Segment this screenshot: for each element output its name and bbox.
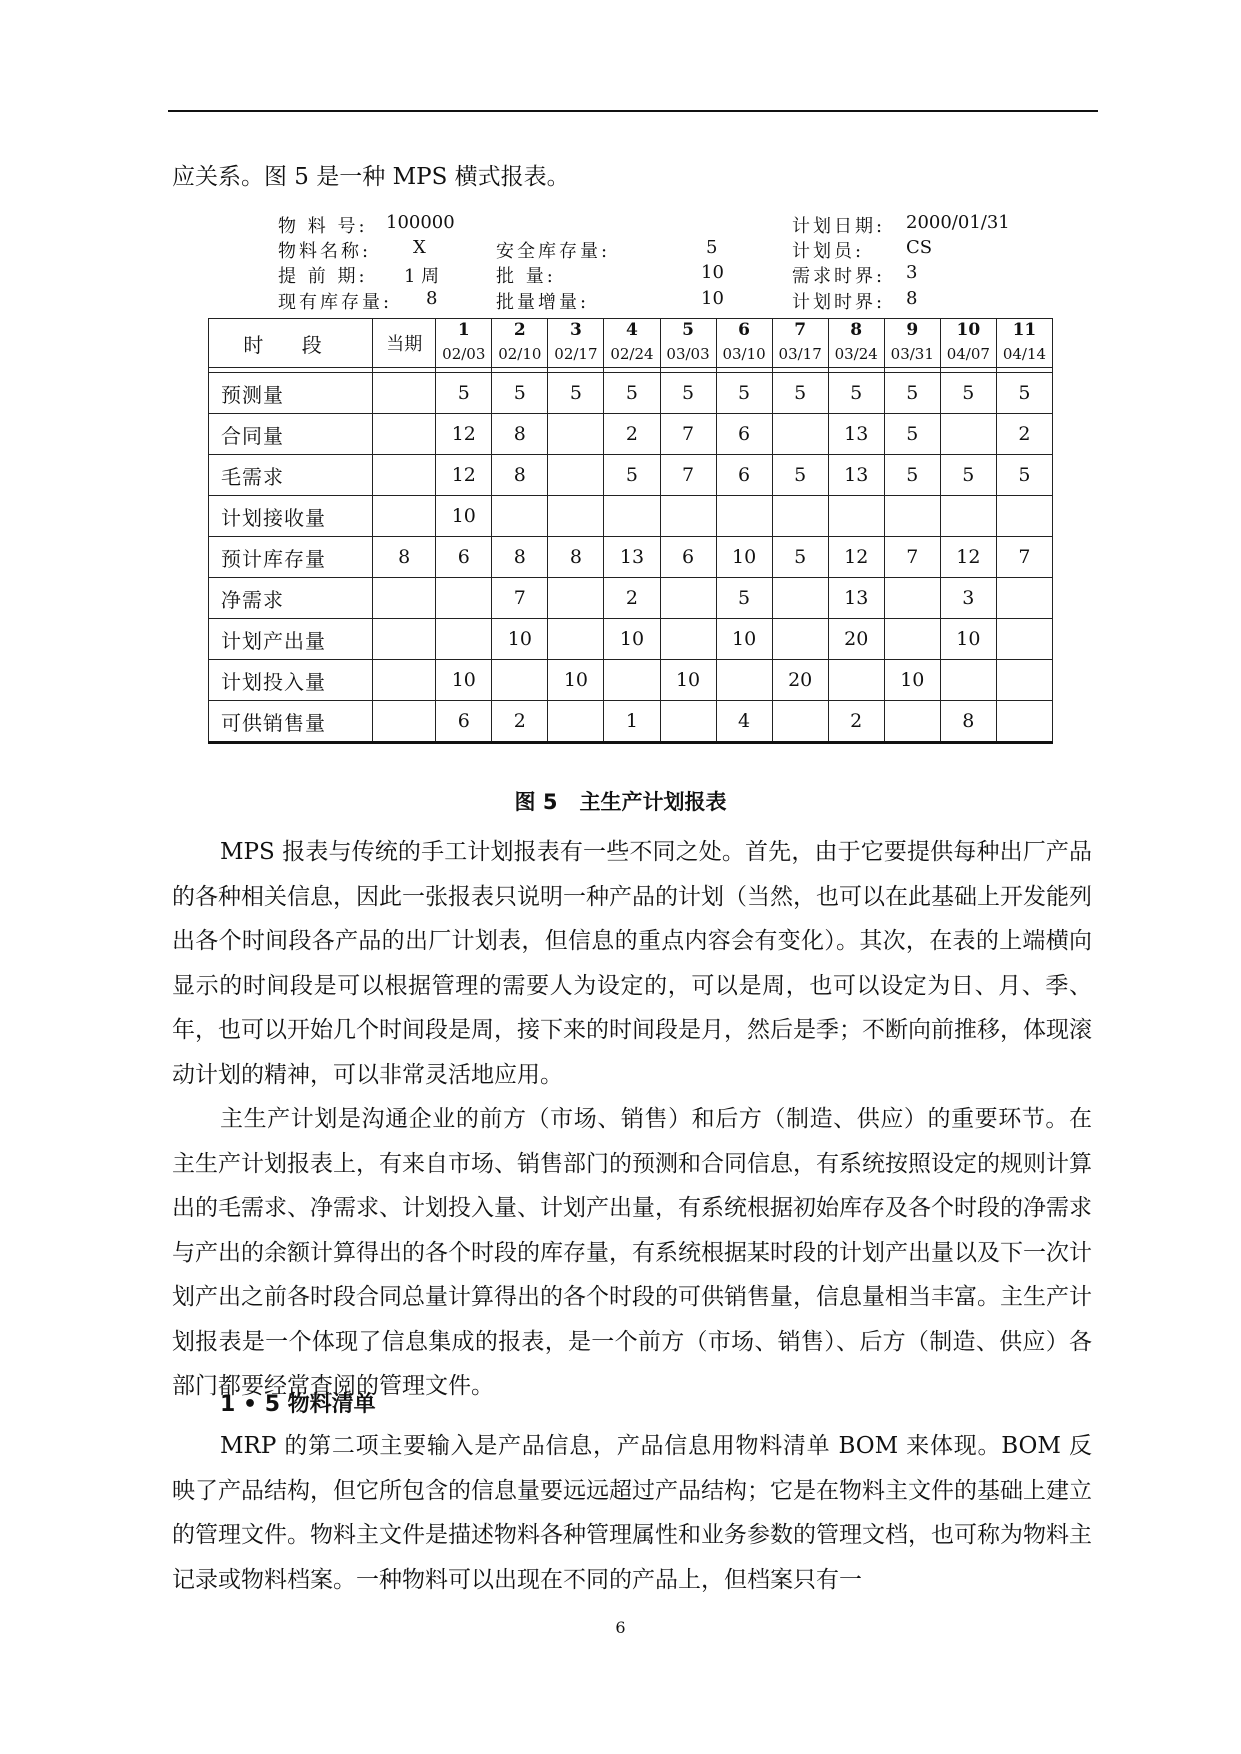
value-cell: 5 — [772, 537, 828, 578]
row-label: 计划产出量 — [209, 619, 373, 660]
value-cell: 5 — [772, 455, 828, 496]
row-label: 预计库存量 — [209, 537, 373, 578]
value-cell: 2 — [604, 578, 660, 619]
value-cell: 5 — [716, 373, 772, 414]
value-cell: 6 — [716, 414, 772, 455]
value-cell: 8 — [492, 414, 548, 455]
value-cell: 2 — [996, 414, 1052, 455]
value-cell — [828, 496, 884, 537]
date-cell: 03/17 — [772, 341, 828, 368]
value-cell — [660, 496, 716, 537]
meta-lot-size — [496, 262, 724, 288]
figure-caption — [0, 786, 1241, 816]
period-cell: 1 — [436, 319, 492, 342]
value-cell: 12 — [940, 537, 996, 578]
value-cell: 10 — [940, 619, 996, 660]
value-cell — [996, 660, 1052, 701]
meta-planning-fence — [792, 288, 918, 314]
value-cell: 5 — [940, 373, 996, 414]
row-label: 预测量 — [209, 373, 373, 414]
value-cell: 10 — [716, 537, 772, 578]
table-row — [209, 373, 1053, 414]
value-cell: 7 — [660, 414, 716, 455]
meta-label: 计划时界: — [792, 292, 886, 313]
value-cell — [548, 496, 604, 537]
row-label: 计划投入量 — [209, 660, 373, 701]
period-cell: 11 — [996, 319, 1052, 342]
value-cell: 10 — [884, 660, 940, 701]
meta-value: X — [413, 237, 426, 258]
body-text — [172, 830, 1092, 1409]
value-cell — [436, 578, 492, 619]
table-row — [209, 537, 1053, 578]
table-row — [209, 660, 1053, 701]
value-cell: 5 — [548, 373, 604, 414]
period-cell: 3 — [548, 319, 604, 342]
value-cell — [996, 619, 1052, 660]
period-cell: 5 — [660, 319, 716, 342]
value-cell: 5 — [436, 373, 492, 414]
period-cell: 9 — [884, 319, 940, 342]
value-cell: 8 — [492, 455, 548, 496]
value-cell: 10 — [548, 660, 604, 701]
value-cell — [940, 496, 996, 537]
meta-item-name — [278, 237, 426, 263]
value-cell — [548, 619, 604, 660]
table-row — [209, 578, 1053, 619]
value-cell — [940, 414, 996, 455]
value-cell — [772, 578, 828, 619]
meta-label: 物 料 号: — [278, 216, 368, 237]
meta-lot-increment — [496, 288, 724, 314]
value-cell — [716, 496, 772, 537]
current-period-header: 当期 — [373, 319, 436, 368]
date-cell: 02/03 — [436, 341, 492, 368]
value-cell: 20 — [828, 619, 884, 660]
paragraph: MPS 报表与传统的手工计划报表有一些不同之处。首先，由于它要提供每种出厂产品的各种相关信息，因此一张报表只说明一种产品的计划（当然，也可以在此基础上开发能列出各个时间段各产品的出厂计划表，但信息的重点内容会有变化）。其次，在表的上端横向显示的时间段是可以根据管理的需要人为设定的，可以是周，也可以设定为日、月、季、年，也可以开始几个时间段是周，接下来的时间段是月，然后是季；不断向前推移，体现滚动计划的精神，可以非常灵活地应用。 — [172, 839, 1092, 1088]
value-cell: 5 — [716, 578, 772, 619]
value-cell — [548, 701, 604, 743]
value-cell — [772, 496, 828, 537]
value-cell — [548, 414, 604, 455]
table-row — [209, 619, 1053, 660]
value-cell — [772, 619, 828, 660]
value-cell — [996, 578, 1052, 619]
value-cell: 8 — [492, 537, 548, 578]
value-cell: 12 — [436, 414, 492, 455]
value-cell: 13 — [828, 578, 884, 619]
value-cell: 5 — [772, 373, 828, 414]
period-cell: 2 — [492, 319, 548, 342]
date-cell: 03/10 — [716, 341, 772, 368]
figure-title: 主生产计划报表 — [579, 790, 727, 814]
value-cell: 7 — [884, 537, 940, 578]
table-row — [209, 455, 1053, 496]
figure-number: 图 5 — [514, 790, 558, 814]
current-cell — [373, 496, 436, 537]
date-cell: 04/07 — [940, 341, 996, 368]
date-cell: 02/17 — [548, 341, 604, 368]
value-cell: 10 — [604, 619, 660, 660]
meta-label: 计划员: — [792, 241, 865, 262]
current-cell — [373, 455, 436, 496]
value-cell — [604, 496, 660, 537]
value-cell: 7 — [996, 537, 1052, 578]
current-cell — [373, 619, 436, 660]
corner-header: 时 段 — [209, 319, 373, 368]
page-number: 6 — [615, 1618, 626, 1637]
value-cell: 5 — [828, 373, 884, 414]
section-heading: 1 • 5 物料清单 — [220, 1392, 376, 1417]
row-label: 净需求 — [209, 578, 373, 619]
meta-label: 计划日期: — [792, 216, 886, 237]
value-cell — [604, 660, 660, 701]
meta-value: 3 — [906, 262, 918, 283]
date-cell: 02/24 — [604, 341, 660, 368]
current-cell — [373, 414, 436, 455]
value-cell: 6 — [716, 455, 772, 496]
meta-label: 现有库存量: — [278, 292, 393, 313]
value-cell: 5 — [884, 373, 940, 414]
value-cell — [884, 701, 940, 743]
meta-demand-fence — [792, 262, 918, 288]
value-cell: 2 — [828, 701, 884, 743]
value-cell: 12 — [828, 537, 884, 578]
value-cell — [884, 578, 940, 619]
period-cell: 6 — [716, 319, 772, 342]
meta-value: 8 — [906, 288, 918, 309]
intro-text: 应关系。图 5 是一种 MPS 横式报表。 — [172, 164, 570, 190]
meta-value: 8 — [426, 288, 438, 309]
value-cell — [548, 578, 604, 619]
value-cell — [884, 619, 940, 660]
value-cell — [436, 619, 492, 660]
body-text-bom — [172, 1424, 1092, 1602]
value-cell — [660, 578, 716, 619]
value-cell — [996, 701, 1052, 743]
current-cell — [373, 373, 436, 414]
mps-table — [208, 318, 1053, 744]
value-cell: 10 — [436, 496, 492, 537]
period-cell: 7 — [772, 319, 828, 342]
value-cell: 8 — [940, 701, 996, 743]
meta-label: 物料名称: — [278, 241, 372, 262]
value-cell — [660, 701, 716, 743]
date-cell: 03/31 — [884, 341, 940, 368]
value-cell: 10 — [660, 660, 716, 701]
period-cell: 8 — [828, 319, 884, 342]
meta-label: 批 量: — [496, 266, 556, 287]
value-cell: 5 — [940, 455, 996, 496]
value-cell: 6 — [436, 537, 492, 578]
current-cell — [373, 660, 436, 701]
value-cell — [828, 660, 884, 701]
meta-label: 安全库存量: — [496, 241, 611, 262]
paragraph: 主生产计划是沟通企业的前方（市场、销售）和后方（制造、供应）的重要环节。在主生产计划报表上，有来自市场、销售部门的预测和合同信息，有系统按照设定的规则计算出的毛需求、净需求、计划投入量、计划产出量，有系统根据初始库存及各个时段的净需求与产出的余额计算得出的各个时段的库存量，有系统根据某时段的计划产出量以及下一次计划产出之前各时段合同总量计算得出的各个时段的可供销售量，信息量相当丰富。主生产计划报表是一个体现了信息集成的报表，是一个前方（市场、销售）、后方（制造、供应）各部门都要经常查阅的管理文件。 — [172, 1106, 1092, 1399]
value-cell — [492, 496, 548, 537]
period-cell: 4 — [604, 319, 660, 342]
value-cell: 20 — [772, 660, 828, 701]
value-cell — [772, 701, 828, 743]
table-row — [209, 701, 1053, 743]
meta-label: 提 前 期: — [278, 266, 368, 287]
meta-lead-time — [278, 262, 440, 288]
value-cell: 10 — [436, 660, 492, 701]
period-cell: 10 — [940, 319, 996, 342]
current-cell: 8 — [373, 537, 436, 578]
value-cell — [772, 414, 828, 455]
meta-item-no — [278, 212, 455, 238]
value-cell: 2 — [492, 701, 548, 743]
row-label: 计划接收量 — [209, 496, 373, 537]
value-cell: 5 — [996, 373, 1052, 414]
value-cell: 10 — [716, 619, 772, 660]
header-rule — [168, 110, 1098, 112]
value-cell: 7 — [660, 455, 716, 496]
value-cell: 5 — [492, 373, 548, 414]
value-cell: 10 — [492, 619, 548, 660]
period-row — [209, 319, 1053, 342]
meta-plan-date — [792, 212, 1010, 238]
meta-safety-stock — [496, 237, 718, 263]
value-cell: 4 — [716, 701, 772, 743]
row-label: 毛需求 — [209, 455, 373, 496]
value-cell: 13 — [828, 455, 884, 496]
value-cell: 5 — [884, 455, 940, 496]
table-row — [209, 414, 1053, 455]
value-cell: 5 — [604, 455, 660, 496]
value-cell — [548, 455, 604, 496]
meta-value: 10 — [701, 288, 724, 309]
row-label: 可供销售量 — [209, 701, 373, 743]
value-cell: 5 — [996, 455, 1052, 496]
current-cell — [373, 701, 436, 743]
value-cell — [716, 660, 772, 701]
value-cell: 5 — [660, 373, 716, 414]
date-cell: 04/14 — [996, 341, 1052, 368]
meta-planner — [792, 237, 933, 263]
value-cell: 8 — [548, 537, 604, 578]
meta-value: 2000/01/31 — [906, 212, 1010, 233]
paragraph: MRP 的第二项主要输入是产品信息，产品信息用物料清单 BOM 来体现。BOM 反映了产品结构，但它所包含的信息量要远远超过产品结构；它是在物料主文件的基础上建立的管理文件。物料主文件是描述物料各种管理属性和业务参数的管理文档，也可称为物料主记录或物料档案。一种物料可以出现在不同的产品上，但档案只有一 — [172, 1433, 1092, 1593]
meta-on-hand — [278, 288, 438, 314]
row-label: 合同量 — [209, 414, 373, 455]
value-cell — [492, 660, 548, 701]
value-cell — [996, 496, 1052, 537]
value-cell — [660, 619, 716, 660]
value-cell — [940, 660, 996, 701]
meta-label: 需求时界: — [792, 266, 886, 287]
meta-value: CS — [906, 237, 933, 258]
meta-value: 5 — [706, 237, 718, 258]
value-cell: 6 — [436, 701, 492, 743]
value-cell: 5 — [604, 373, 660, 414]
value-cell: 2 — [604, 414, 660, 455]
date-cell: 02/10 — [492, 341, 548, 368]
meta-value: 10 — [701, 262, 724, 283]
meta-label: 批量增量: — [496, 292, 590, 313]
date-cell: 03/24 — [828, 341, 884, 368]
value-cell: 5 — [884, 414, 940, 455]
value-cell: 3 — [940, 578, 996, 619]
value-cell — [884, 496, 940, 537]
value-cell: 12 — [436, 455, 492, 496]
current-cell — [373, 578, 436, 619]
meta-value: 1 周 — [404, 266, 440, 287]
value-cell: 1 — [604, 701, 660, 743]
value-cell: 13 — [604, 537, 660, 578]
date-cell: 03/03 — [660, 341, 716, 368]
value-cell: 6 — [660, 537, 716, 578]
meta-value: 100000 — [386, 212, 455, 233]
value-cell: 13 — [828, 414, 884, 455]
value-cell: 7 — [492, 578, 548, 619]
table-row — [209, 496, 1053, 537]
